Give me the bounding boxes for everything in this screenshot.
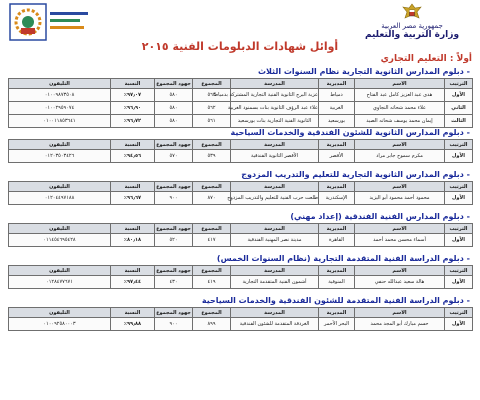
directorate-cell: دمياط — [319, 89, 355, 102]
rank-cell: الأول — [445, 89, 473, 102]
column-header: المدرسة — [231, 79, 319, 89]
column-header: المدرسة — [231, 182, 319, 192]
column-header: التليفون — [9, 224, 111, 234]
column-header: المدرسة — [231, 308, 319, 318]
table-row — [9, 192, 473, 205]
column-header: الترتيب — [445, 224, 473, 234]
column-header: الترتيب — [445, 308, 473, 318]
phone-cell: ٠١١٤٥٤٦٩٥٤٢٨ — [9, 234, 111, 247]
table-header-row — [9, 79, 473, 89]
column-header: المجموع — [193, 140, 231, 150]
column-header: المديرية — [319, 140, 355, 150]
column-header: التليفون — [9, 182, 111, 192]
name-cell: مكرم سموح جابر مراد — [355, 150, 445, 163]
total-cell: ٤١٧ — [193, 234, 231, 247]
column-header: المديرية — [319, 182, 355, 192]
page-title: أوائل شهادات الدبلومات الفنية ٢٠١٥ — [141, 40, 339, 53]
column-header: الترتيب — [445, 266, 473, 276]
directorate-cell: القاهرة — [319, 234, 355, 247]
percentage-cell: ٩٤٫٥٦٪ — [111, 150, 155, 163]
column-header: جهود المجموع — [156, 141, 191, 148]
section-title: - دبلوم المدارس الثانوية للشئون الفندقية والخدمات السياحية — [230, 128, 470, 137]
name-cell: أسماء محسن محمد أحمد — [355, 234, 445, 247]
phone-cell: ٠١٠٠٩٢٥٨٠٠٠٣ — [9, 318, 111, 331]
category-title: أولاً : التعليم التجاري — [380, 54, 472, 64]
table-header-row — [9, 308, 473, 318]
total-cell: ٤١٩ — [193, 276, 231, 289]
column-header: الاسم — [355, 79, 445, 89]
directorate-cell: البحر الأحمر — [319, 318, 355, 331]
results-table — [8, 139, 473, 163]
column-header: النسبة — [111, 182, 155, 192]
school-cell: مدينة نصر المهنية الفندقية — [231, 234, 319, 247]
column-header: النسبة — [111, 224, 155, 234]
table-row — [9, 89, 473, 102]
directorate-cell: المنوفية — [319, 276, 355, 289]
column-header: الاسم — [355, 266, 445, 276]
max-total-cell: ٩٠٠ — [155, 192, 193, 205]
rank-cell: الأول — [445, 318, 473, 331]
school-cell: علاء عبد الرؤف الثانوية بنات بسمنود الغربية — [231, 102, 319, 115]
column-header: المجموع — [193, 182, 231, 192]
school-cell: طلعت حرب الفنية للتعليم والتدريب المزدوج — [231, 192, 319, 205]
results-table — [8, 78, 473, 128]
column-header: جهود المجموع — [156, 309, 191, 316]
phone-cell: ٠١٢٠٤٤٩٧١٨٨ — [9, 192, 111, 205]
rank-cell: الأول — [445, 192, 473, 205]
section-title: - دبلوم الدراسة الفنية المتقدمة التجارية (نظام السنوات الخمس) — [216, 254, 470, 263]
total-cell: ٨٩٩ — [193, 318, 231, 331]
technical-education-logo — [6, 2, 92, 44]
total-cell: ٥٦٣ — [193, 89, 231, 102]
name-cell: علاء محمد شحاته النجاوي — [355, 102, 445, 115]
directorate-cell: بورسعيد — [319, 115, 355, 128]
section-title: - دبلوم الدراسة الفنية المتقدمة للشئون الفندقية والخدمات السياحية — [201, 296, 470, 305]
name-cell: إيمان محمد يوسف شحاته الصيد — [355, 115, 445, 128]
percentage-cell: ٩٦٫٧٢٪ — [111, 115, 155, 128]
max-total-cell: ٩٠٠ — [155, 318, 193, 331]
percentage-cell: ٩٦٫٦٧٪ — [111, 192, 155, 205]
phone-cell: ٠١٢٠٣٥٠٣٤٢٦ — [9, 150, 111, 163]
ministry-logo — [352, 2, 472, 44]
directorate-cell: الأقصر — [319, 150, 355, 163]
column-header: التليفون — [9, 266, 111, 276]
column-header: الترتيب — [445, 140, 473, 150]
eagle-emblem-icon — [401, 2, 423, 22]
column-header: الترتيب — [445, 79, 473, 89]
column-header: المديرية — [319, 266, 355, 276]
column-header: المجموع — [193, 266, 231, 276]
column-header: جهود المجموع — [156, 183, 191, 190]
directorate-cell: الإسكندرية — [319, 192, 355, 205]
total-cell: ٥٣٩ — [193, 150, 231, 163]
column-header: الاسم — [355, 182, 445, 192]
column-header: المديرية — [319, 79, 355, 89]
section-title: - دبلوم المدارس الثانوية التجارية نظام السنوات الثلاث — [257, 67, 470, 76]
table-row — [9, 234, 473, 247]
rank-cell: الأول — [445, 234, 473, 247]
rank-cell: الثاني — [445, 102, 473, 115]
column-header: المدرسة — [231, 224, 319, 234]
column-header: النسبة — [111, 308, 155, 318]
percentage-cell: ٩٦٫٩٠٪ — [111, 102, 155, 115]
table-row — [9, 150, 473, 163]
column-header: التليفون — [9, 79, 111, 89]
name-cell: هالة سعيد عبدالله حنفي — [355, 276, 445, 289]
column-header: جهود المجموع — [156, 80, 191, 87]
column-header: المجموع — [193, 224, 231, 234]
school-cell: عزبة البرج الثانوية الفنية التجارية المشتركة بدمياط — [231, 89, 319, 102]
name-cell: حسم مبارك أبو المجد محمد — [355, 318, 445, 331]
school-cell: الأقصر الثانوية الفندقية — [231, 150, 319, 163]
column-header: التليفون — [9, 140, 111, 150]
column-header: المدرسة — [231, 266, 319, 276]
name-cell: محمود أحمد محمود أبو اليزيد — [355, 192, 445, 205]
rank-cell: الأول — [445, 276, 473, 289]
school-cell: الغردقة المتقدمة للشئون الفندقية — [231, 318, 319, 331]
section-title: - دبلوم المدارس الثانوية التجارية للتعليم والتدريب المزدوج — [241, 170, 470, 179]
ministry-line2: وزارة التربية والتعليم — [364, 30, 460, 40]
phone-cell: ٠١٢٨٤٧٧٦٧١ — [9, 276, 111, 289]
max-total-cell: ٤٣٠ — [155, 276, 193, 289]
total-cell: ٨٧٠ — [193, 192, 231, 205]
phone-cell: ٠١٠٠١١٨٥٣٦٤١ — [9, 115, 111, 128]
column-header: المديرية — [319, 224, 355, 234]
table-row — [9, 318, 473, 331]
max-total-cell: ٥٨٠ — [155, 115, 193, 128]
max-total-cell: ٥٨٠ — [155, 89, 193, 102]
school-cell: الثانوية الفنية التجارية بنات بورسعيد — [231, 115, 319, 128]
results-table — [8, 307, 473, 331]
column-header: النسبة — [111, 140, 155, 150]
column-header: المدرسة — [231, 140, 319, 150]
results-table — [8, 265, 473, 289]
table-header-row — [9, 266, 473, 276]
phone-cell: ٠١٠٠٢٩٥٩٠٧٤ — [9, 102, 111, 115]
section-title: - دبلوم المدارس الفنية الفندقية (إعداد مهني) — [290, 212, 470, 221]
percentage-cell: ٩٩٫٨٨٪ — [111, 318, 155, 331]
school-cell: أشمون الفنية المتقدمة التجارية — [231, 276, 319, 289]
results-table — [8, 181, 473, 205]
column-header: الاسم — [355, 140, 445, 150]
rank-cell: الأول — [445, 150, 473, 163]
column-header: جهود المجموع — [156, 267, 191, 274]
column-header: المجموع — [193, 308, 231, 318]
table-row — [9, 276, 473, 289]
table-header-row — [9, 224, 473, 234]
max-total-cell: ٥٢٠ — [155, 234, 193, 247]
column-header: جهود المجموع — [156, 225, 191, 232]
column-header: النسبة — [111, 266, 155, 276]
directorate-cell: الغربية — [319, 102, 355, 115]
percentage-cell: ٩٧٫٤٤٪ — [111, 276, 155, 289]
rank-cell: الثالث — [445, 115, 473, 128]
total-cell: ٥٦٢ — [193, 102, 231, 115]
results-table — [8, 223, 473, 247]
column-header: المجموع — [193, 79, 231, 89]
max-total-cell: ٥٨٠ — [155, 102, 193, 115]
table-row — [9, 115, 473, 128]
table-row — [9, 102, 473, 115]
max-total-cell: ٥٧٠ — [155, 150, 193, 163]
percentage-cell: ٩٧٫٠٧٪ — [111, 89, 155, 102]
phone-cell: ٠١٠٠٩٨٧٣٥٠٨ — [9, 89, 111, 102]
column-header: الترتيب — [445, 182, 473, 192]
total-cell: ٥٦١ — [193, 115, 231, 128]
column-header: المديرية — [319, 308, 355, 318]
column-header: النسبة — [111, 79, 155, 89]
column-header: الاسم — [355, 308, 445, 318]
column-header: التليفون — [9, 308, 111, 318]
table-header-row — [9, 182, 473, 192]
table-header-row — [9, 140, 473, 150]
percentage-cell: ٨٠٫١٨٪ — [111, 234, 155, 247]
column-header: الاسم — [355, 224, 445, 234]
name-cell: هدى عبد العزيز كامل عبد الفتاح — [355, 89, 445, 102]
ministry-line1: جمهورية مصر العربية — [381, 22, 443, 30]
